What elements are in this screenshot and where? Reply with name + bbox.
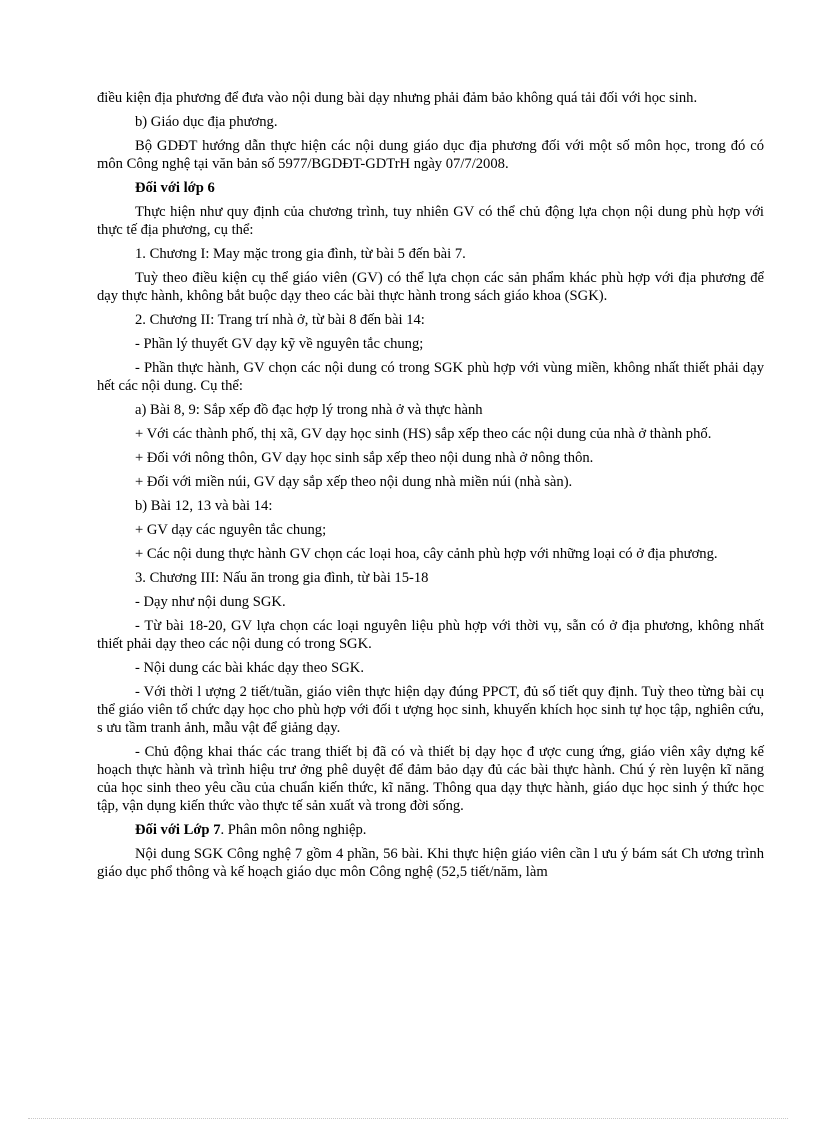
heading-grade-7-lead: Đối với Lớp 7 xyxy=(135,822,221,838)
paragraph-principles: + GV dạy các nguyên tắc chung; xyxy=(135,522,327,538)
heading-grade-6: Đối với lớp 6 xyxy=(135,180,215,196)
paragraph-time-allocation: - Với thời l ượng 2 tiết/tuần, giáo viên thực hiện dạy đúng PPCT, đủ số tiết quy định. Tuỳ theo từng bài cụ thể giáo viên tổ chức dạy học cho phù hợp với đối t ượng học sinh, khuyến khích học sinh tự học tập, nghiên cứu, s ưu tầm tranh ảnh, mẫu vật để giảng dạy. xyxy=(97,684,764,736)
paragraph-theory: - Phần lý thuyết GV dạy kỹ về nguyên tắc chung; xyxy=(135,336,424,352)
paragraph-mountain: + Đối với miền núi, GV dạy sắp xếp theo nội dung nhà miền núi (nhà sàn). xyxy=(135,474,573,490)
paragraph-countryside: + Đối với nông thôn, GV dạy học sinh sắp xếp theo nội dung nhà ở nông thôn. xyxy=(135,450,594,466)
document-page xyxy=(97,89,764,887)
heading-grade-7-rest: . Phân môn nông nghiệp. xyxy=(220,822,367,838)
paragraph-grade7-content: Nội dung SGK Công nghệ 7 gồm 4 phần, 56 bài. Khi thực hiện giáo viên cần l ưu ý bám sát Ch ương trình giáo dục phổ thông và kế hoạch giáo dục môn Công nghệ (52,5 tiết/năm, làm xyxy=(97,846,764,880)
paragraph-chapter-3: 3. Chương III: Nấu ăn trong gia đình, từ bài 15-18 xyxy=(135,570,429,586)
paragraph-flowers: + Các nội dung thực hành GV chọn các loại hoa, cây cảnh phù hợp với những loại có ở địa phương. xyxy=(135,546,718,562)
paragraph-chapter-1: 1. Chương I: May mặc trong gia đình, từ bài 5 đến bài 7. xyxy=(135,246,466,262)
page-bottom-divider xyxy=(28,1118,788,1119)
paragraph-moet-guidance: Bộ GDĐT hướng dẫn thực hiện các nội dung giáo dục địa phương đối với một số môn học, trong đó có môn Công nghệ tại văn bản số 5977/BGDĐT-GDTrH ngày 07/7/2008. xyxy=(97,138,764,172)
paragraph-equipment: - Chủ động khai thác các trang thiết bị đã có và thiết bị dạy học đ ược cung ứng, giáo viên xây dựng kế hoạch thực hành và trình hiệu trư ởng phê duyệt để đảm bảo dạy đủ các bài thực hành. Chú ý rèn luyện kĩ năng của học sinh theo yêu cầu của chuẩn kiến thức, kĩ năng. Thông qua dạy thực hành, giáo dục học sinh ý thức học tập, vận dụng kiến thức vào thực tế sản xuất và trong đời sống. xyxy=(97,744,764,814)
paragraph-section-b: b) Giáo dục địa phương. xyxy=(135,114,278,130)
paragraph-sgk: - Dạy như nội dung SGK. xyxy=(135,594,286,610)
paragraph-chapter-2: 2. Chương II: Trang trí nhà ở, từ bài 8 đến bài 14: xyxy=(135,312,425,328)
paragraph-practice: - Phần thực hành, GV chọn các nội dung có trong SGK phù hợp với vùng miền, không nhất thiết phải dạy hết các nội dung. Cụ thể: xyxy=(97,360,764,394)
paragraph-city: + Với các thành phố, thị xã, GV dạy học sinh (HS) sắp xếp theo các nội dung của nhà ở thành phố. xyxy=(135,426,712,442)
paragraph-lesson-18-20: - Từ bài 18-20, GV lựa chọn các loại nguyên liệu phù hợp với thời vụ, sẵn có ở địa phương, không nhất thiết phải dạy theo các nội dung có trong SGK. xyxy=(97,618,764,652)
paragraph-grade6-intro: Thực hiện như quy định của chương trình, tuy nhiên GV có thể chủ động lựa chọn nội dung phù hợp với thực tế địa phương, cụ thể: xyxy=(97,204,764,238)
paragraph-lesson-12-14: b) Bài 12, 13 và bài 14: xyxy=(135,498,273,514)
paragraph-chapter-1-detail: Tuỳ theo điều kiện cụ thể giáo viên (GV) có thể lựa chọn các sản phẩm khác phù hợp với địa phương để dạy thực hành, không bắt buộc dạy theo các bài thực hành trong sách giáo khoa (SGK). xyxy=(97,270,764,304)
heading-grade-7 xyxy=(97,821,764,839)
paragraph-continuation: điều kiện địa phương để đưa vào nội dung bài dạy nhưng phải đảm bảo không quá tải đối với học sinh. xyxy=(97,90,698,106)
paragraph-lesson-8-9: a) Bài 8, 9: Sắp xếp đồ đạc hợp lý trong nhà ở và thực hành xyxy=(135,402,483,418)
paragraph-other-lessons: - Nội dung các bài khác dạy theo SGK. xyxy=(135,660,364,676)
